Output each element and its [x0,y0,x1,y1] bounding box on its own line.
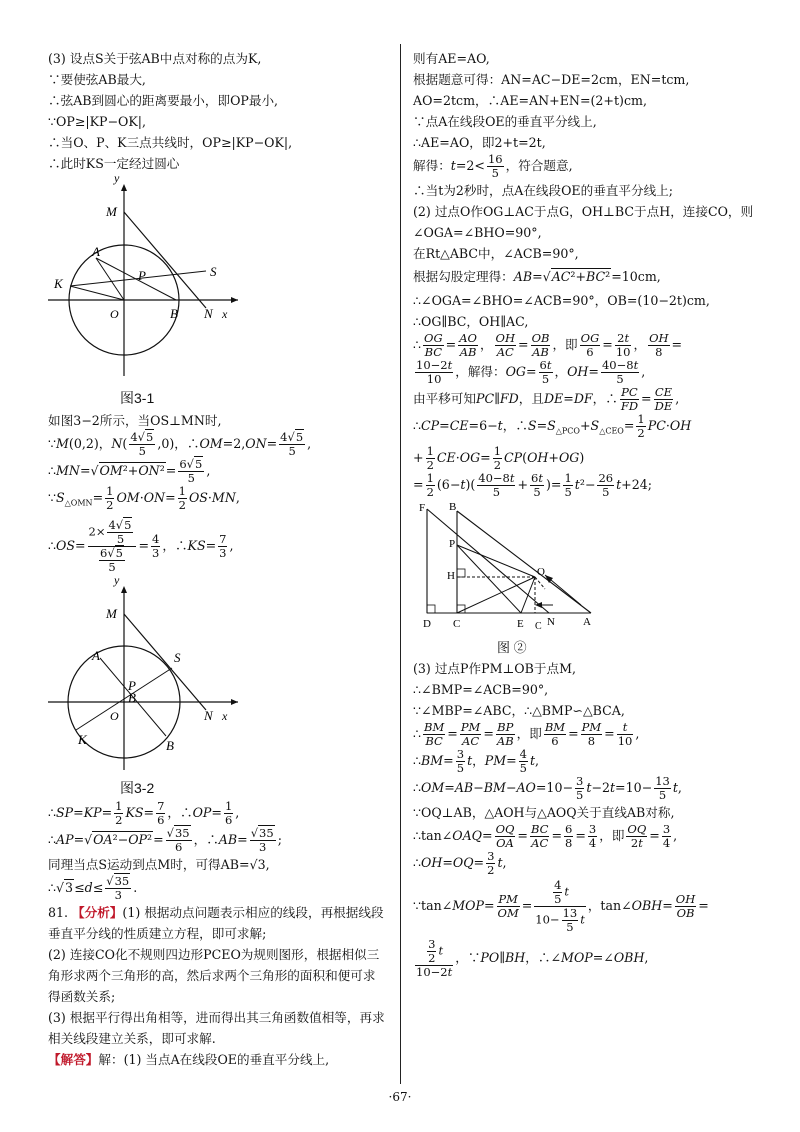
left-column [48,48,388,1070]
svg-text:S: S [210,264,217,279]
svg-text:M: M [106,204,117,219]
svg-text:A: A [583,615,591,628]
svg-text:B: B [128,689,136,705]
math-line: = $\frac{1}{2}$ (6−t)( $\frac{40-8t}{5}$ + $\frac{6t}{5}$ )= $\frac{1}{5}$ t²− $\frac{26}{5}$ t+24; [413,470,652,499]
svg-text:P: P [138,268,146,283]
svg-text:S: S [174,649,181,665]
answer-para [48,1049,388,1070]
text-line: 在Rt△ABC中，∠ACB=90°, [413,246,579,261]
math-line: + $\frac{1}{2}$ CE·OG= $\frac{1}{2}$ CP(OH+OG) [413,443,585,472]
svg-text:H: H [447,569,455,582]
svg-text:x: x [222,307,228,321]
math-line: ∴tan∠OAQ= $\frac{OQ}{OA}$ = $\frac{BC}{AC}$ = $\frac{6}{8}$ = $\frac{3}{4}$ ，即 $\frac{OQ}{2t}$ = $\frac{3}{4}$ , [413,821,678,850]
text-line: 则有AE=AO, [413,51,490,66]
right-column [413,48,758,981]
analysis-para: (3) 根据平行得出角相等，进而得出其三角函数值相等，再求相关线段建立关系，即可求解. [48,1009,385,1046]
math-line: ∴OH=OQ= $\frac{3}{2}$ t, [413,848,507,877]
svg-text:N: N [204,707,213,723]
text-line: ∵点A在线段OE的垂直平分线上, [413,114,597,129]
text-line: ∴AE=AO，即2+t=2t, [413,135,546,150]
text-line: ∴此时KS一定经过圆心 [48,156,180,171]
math-line: ∴MN=√OM²+ON²= $\frac{6√5}{5}$ , [48,457,211,485]
svg-text:A: A [92,647,100,663]
svg-text:C: C [453,617,461,630]
math-line: ∵tan∠MOP= $\frac{PM}{OM}$ = $\frac{4}{5}$ t 10− $\frac{13}{5}$ t ，tan∠OBH= $\frac{OH}{OB}$ = [413,877,709,934]
question-number: 81. [48,904,69,920]
answer-text: 解：(1) 当点A在线段OE的垂直平分线上, [98,1051,330,1067]
text-line: (3) 设点S关于弦AB中点对称的点为K, [48,51,262,66]
analysis-para: (2) 连接CO化不规则四边形PCEO为规则图形，根据相似三角形求两个三角形的高，然后求两个三角形的面积和便可求得函数关系; [48,946,380,1004]
svg-text:O: O [537,565,545,578]
figure-caption: 图3-2 [120,779,155,796]
svg-text:K: K [54,276,63,291]
text-line: ∵∠MBP=∠ABC，∴△BMP∽△BCA, [413,702,625,718]
figure-3-2-drawing [48,578,268,774]
svg-text:C: C [535,620,542,632]
svg-text:P: P [128,677,136,693]
math-line: ∴BM= $\frac{3}{5}$ t，PM= $\frac{4}{5}$ t, [413,746,540,775]
svg-text:E: E [517,617,524,630]
svg-text:x: x [222,708,228,723]
figure-3-1-drawing [48,176,268,384]
analysis-tag: 【分析】 [72,904,123,920]
figure-2 [413,501,758,656]
svg-text:y: y [114,577,120,587]
math-line: ∴AP=√OA²−OP²= $\frac{√35}{6}$ ，∴AB= $\frac{√35}{3}$ ; [48,825,282,854]
math-line: ∴ $\frac{OG}{BC}$ = $\frac{AO}{AB}$ ， $\frac{OH}{AC}$ = $\frac{OB}{AB}$ ，即 $\frac{OG}{6}$ = $\frac{2t}{10}$ ， $\frac{OH}{8}$ = [413,331,683,359]
svg-text:O: O [110,708,119,723]
text-line: ∴当O、P、K三点共线时，OP≥|KP−OK|, [48,135,293,150]
page-number: ·67· [388,1090,412,1104]
text-line: ∴∠OGA=∠BHO=∠ACB=90°，OB=(10−2t)cm, [413,293,710,308]
text-line: ∴OG∥BC，OH∥AC, [413,314,529,329]
svg-text:O: O [110,307,119,321]
svg-text:K: K [78,731,87,747]
math-line: ∴SP=KP= $\frac{1}{2}$ KS= $\frac{7}{6}$ ，∴OP= $\frac{1}{6}$ , [48,798,240,827]
svg-text:B: B [166,737,174,753]
svg-text:M: M [106,605,117,621]
svg-text:F: F [419,501,426,514]
text-line: (2) 过点O作OG⊥AC于点G，OH⊥BC于点H，连接CO，则∠OGA=∠BHO=90°, [413,204,754,240]
svg-text:B: B [449,500,457,513]
math-line: 由平移可知PC∥FD，且DE=DF，∴ $\frac{PC}{FD}$ = $\frac{CE}{DE}$ , [413,385,680,413]
analysis-text: (1) 根据动点问题表示相应的线段，再根据线段垂直平分线的性质建立方程，即可求解; [48,904,384,941]
svg-text:D: D [423,617,431,630]
text-line: (3) 过点P作PM⊥OB于点M, [413,660,576,676]
math-line: ∴OS= 2× $\frac{4√5}{5}$ $\frac{6√5}{5}$ = $\frac{4}{3}$ ，∴KS= $\frac{7}{3}$ , [48,517,234,574]
math-line: $\frac{3}{2}$ t 10−2t ，∵PO∥BH，∴∠MOP=∠OBH, [416,936,649,979]
math-line: 根据勾股定理得：AB=√AC²+BC²=10cm, [413,269,661,284]
text-line: ∵OQ⊥AB，△AOH与△AOQ关于直线AB对称, [413,804,675,820]
figure-3-1 [48,176,388,408]
math-line: ∴CP=CE=6−t，$\therefore S=S_{\triangle PCO}+S_{\triangle CEO}=$ $\frac{1}{2}$ PC·OH [413,412,692,440]
math-line: ∵M(0,2)，N( $\frac{4√5}{5}$ ,0)，∴OM=2,ON= $\frac{4√5}{5}$ , [48,430,312,458]
math-line: ∴OM=AB−BM−AO=10− $\frac{3}{5}$ t−2t=10− $\frac{13}{5}$ t, [413,773,682,802]
text-line: AO=2tcm，∴AE=AN+EN=(2+t)cm, [413,93,647,108]
column-divider [400,44,401,1084]
svg-text:P: P [449,537,456,550]
svg-text:N: N [204,306,213,321]
text-line: 如图3−2所示，当OS⊥MN时, [48,413,222,428]
text-line: 根据题意可得：AN=AC−DE=2cm，EN=tcm, [413,72,690,87]
math-line: ∴ $\frac{BM}{BC}$ = $\frac{PM}{AC}$ = $\frac{BP}{AB}$ ，即 $\frac{BM}{6}$ = $\frac{PM}{8}$ = $\frac{t}{10}$ , [413,719,640,748]
text-line: 同理当点S运动到点M时，可得AB=√3, [48,856,270,872]
text-line: ∴当t为2秒时，点A在线段OE的垂直平分线上; [413,183,674,198]
text-line: ∵要使弦AB最大, [48,72,146,87]
text-line: ∵OP≥|KP−OK|, [48,114,147,129]
figure-caption: 图3-1 [120,390,155,406]
math-line: $\because S_{\triangle OMN}=$ $\frac{1}{2}$ OM·ON= $\frac{1}{2}$ OS·MN, [48,484,240,512]
figure-2-drawing [413,501,603,633]
svg-text:y: y [114,176,120,185]
math-line: $\frac{10-2t}{10}$ ，解得：OG= $\frac{6t}{5}$ ，OH= $\frac{40-8t}{5}$ , [416,358,646,386]
svg-text:N: N [547,615,555,628]
text-line: ∴弦AB到圆心的距离要最小，即OP最小, [48,93,279,108]
math-line: 解得：t=2< $\frac{16}{5}$ ，符合题意, [413,152,573,180]
svg-text:B: B [170,306,178,321]
figure-3-2 [48,578,388,798]
answer-tag: 【解答】 [48,1051,99,1067]
analysis-para [48,902,388,944]
math-line: ∴√3≤d≤ $\frac{√35}{3}$ . [48,873,138,902]
svg-text:A: A [92,244,100,259]
text-line: ∴∠BMP=∠ACB=90°, [413,681,549,697]
figure-caption: 图 ② [497,639,527,655]
